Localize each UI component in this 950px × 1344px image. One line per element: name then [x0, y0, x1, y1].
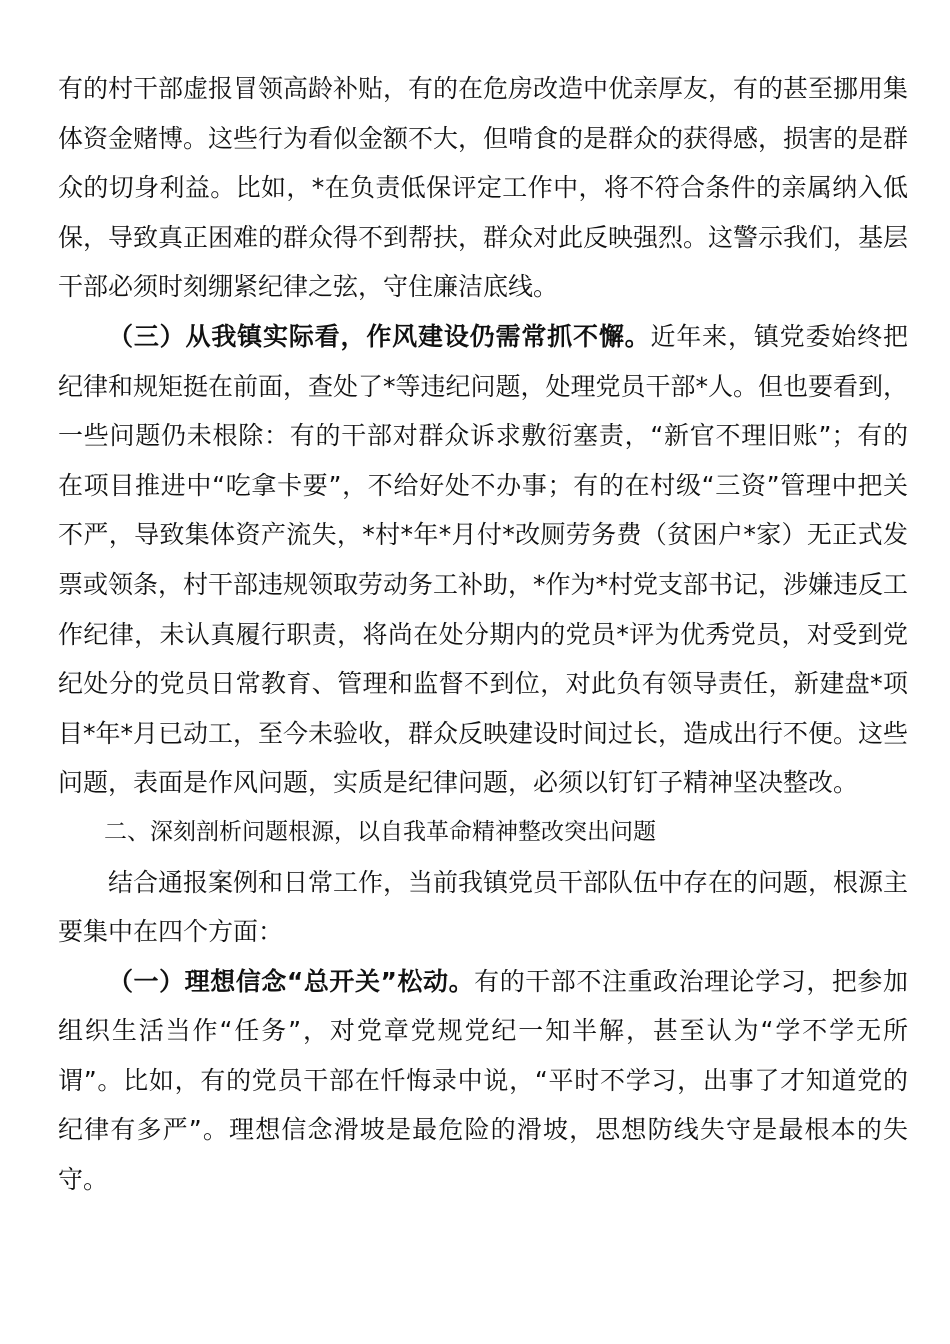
subheading-three: （三）从我镇实际看，作风建设仍需常抓不懈。: [108, 321, 651, 351]
subheading-one: （一）理想信念“总开关”松动。: [108, 966, 475, 996]
paragraph-one-body: 有的干部不注重政治理论学习，把参加组织生活当作“任务”，对党章党规党纪一知半解，甚至认为“学不学无所谓”。比如，有的党员干部在忏悔录中说，“平时不学习，出事了才知道党的纪律有多严”。理想信念滑坡是最危险的滑坡，思想防线失守是最根本的失守。: [58, 966, 908, 1195]
paragraph-three-body: 近年来，镇党委始终把纪律和规矩挺在前面，查处了*等违纪问题，处理党员干部*人。但也要看到，一些问题仍未根除：有的干部对群众诉求敷衍塞责，“新官不理旧账”；有的在项目推进中“吃拿卡要”，不给好处不办事；有的在村级“三资”管理中把关不严，导致集体资产流失，*村*年*月付*改厕劳务费（贫困户*家）无正式发票或领条，村干部违规领取劳动务工补助，*作为*村党支部书记，涉嫌违反工作纪律，未认真履行职责，将尚在处分期内的党员*评为优秀党员，对受到党纪处分的党员日常教育、管理和监督不到位，对此负有领导责任，新建盘*项目*年*月已动工，至今未验收，群众反映建设时间过长，造成出行不便。这些问题，表面是作风问题，实质是纪律问题，必须以钉钉子精神坚决整改。: [58, 321, 909, 798]
paragraph-intro: 结合通报案例和日常工作，当前我镇党员干部队伍中存在的问题，根源主要集中在四个方面：: [58, 867, 909, 947]
paragraph-continuation: 有的村干部虚报冒领高龄补贴，有的在危房改造中优亲厚友，有的甚至挪用集体资金赌博。这些行为看似金额不大，但啃食的是群众的获得感，损害的是群众的切身利益。比如，*在负责低保评定工作中，将不符合条件的亲属纳入低保，导致真正困难的群众得不到帮扶，群众对此反映强烈。这警示我们，基层干部必须时刻绷紧纪律之弦，守住廉洁底线。: [58, 74, 909, 302]
paragraph-three: [58, 312, 908, 808]
section-two-heading: 二、深刻剖析问题根源，以自我革命精神整改突出问题: [104, 818, 656, 845]
paragraph-one: [58, 957, 908, 1205]
document-page: [58, 64, 908, 1205]
